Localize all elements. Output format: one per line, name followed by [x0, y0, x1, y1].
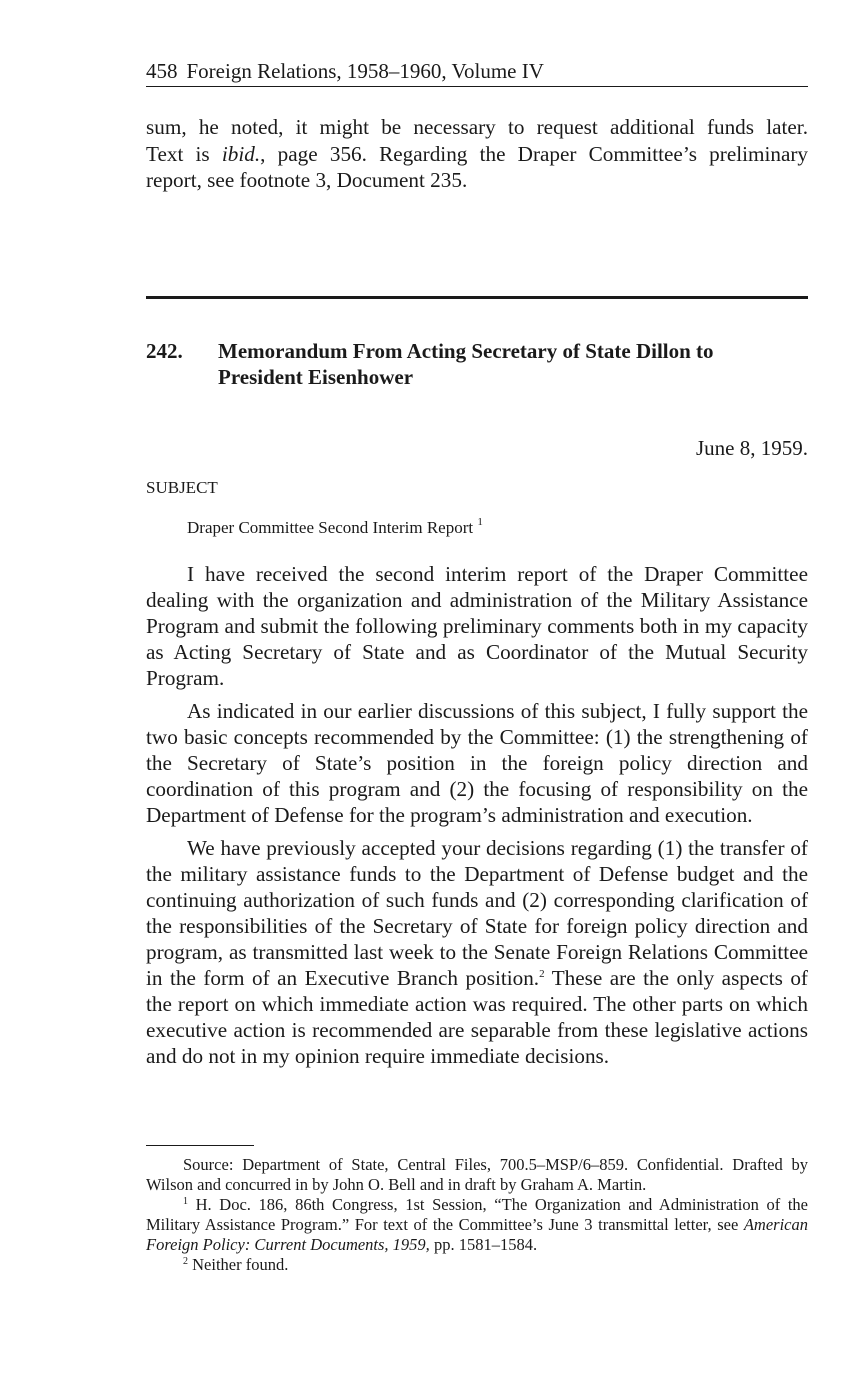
- volume-title: Foreign Relations, 1958–1960, Volume IV: [186, 59, 544, 83]
- body-paragraph: We have previously accepted your decisions regarding (1) the transfer of the military assistance funds to the Department of Defense budget and the continuing authorization of such funds and (2) corresponding clarification of the responsibilities of the Secretary of State for foreign policy direction and program, as transmitted last week to the Senate Foreign Relations Committee in the form of an Executive Branch position.$^2$ These are the only aspects of the report on which immediate action was required. The other parts on which executive action is recommended are separable from these legislative actions and do not in my opinion require immediate decisions.: [146, 836, 808, 1068]
- memo-body: [146, 561, 808, 1076]
- running-head: [146, 56, 808, 87]
- source-note: Source: Department of State, Central Files, 700.5–MSP/6–859. Confidential. Drafted by Wilson and concurred in by John O. Bell and in draft by Graham A. Martin.: [146, 1155, 808, 1194]
- footnote-2: $^2$ Neither found.: [183, 1255, 289, 1274]
- subject-label: SUBJECT: [146, 478, 218, 497]
- document-number: 242.: [146, 339, 183, 363]
- document-date: June 8, 1959.: [696, 436, 808, 460]
- footnote-ref: 2: [539, 968, 545, 980]
- footnote-1: $^1$ H. Doc. 186, 86th Congress, 1st Session, “The Organization and Administration of the Military Assistance Program.” For text of the Committee’s June 3 transmittal letter, see American Foreign Policy: Current Documents, 1959, pp. 1581–1584.: [146, 1195, 808, 1254]
- footnotes: [146, 1155, 808, 1275]
- footnote-ref: 1: [477, 516, 483, 528]
- continued-line: report, see footnote 3, Document 235.: [146, 168, 468, 192]
- continued-footnote-text: [146, 114, 808, 194]
- section-divider: [146, 296, 808, 299]
- ibid-italic: ibid.: [221, 141, 261, 166]
- body-paragraph: I have received the second interim report of the Draper Committee dealing with the organization and administration of the Military Assistance Program and submit the following preliminary comments both in my capacity as Acting Secretary of State and as Coordinator of the Mutual Security Program.: [146, 562, 808, 690]
- continued-line: Text is ibid., page 356. Regarding the Draper Committee’s preliminary: [146, 141, 809, 166]
- page-number: 458: [146, 59, 178, 83]
- citation-italic: American Foreign Policy: Current Documents, 1959,: [146, 1215, 808, 1254]
- continued-line: sum, he noted, it might be necessary to request additional funds later.: [146, 115, 808, 139]
- body-paragraph: As indicated in our earlier discussions of this subject, I fully support the two basic concepts recommended by the Committee: (1) the strengthening of the Secretary of State’s position in the foreign policy direction and coordination of this program and (2) the focusing of responsibility on the Department of Defense for the program’s administration and execution.: [146, 699, 808, 827]
- document-title: Memorandum From Acting Secretary of State Dillon to President Eisenhower: [218, 339, 714, 389]
- footnote-rule: [146, 1145, 254, 1146]
- subject-text: Draper Committee Second Interim Report $^1$: [187, 516, 483, 537]
